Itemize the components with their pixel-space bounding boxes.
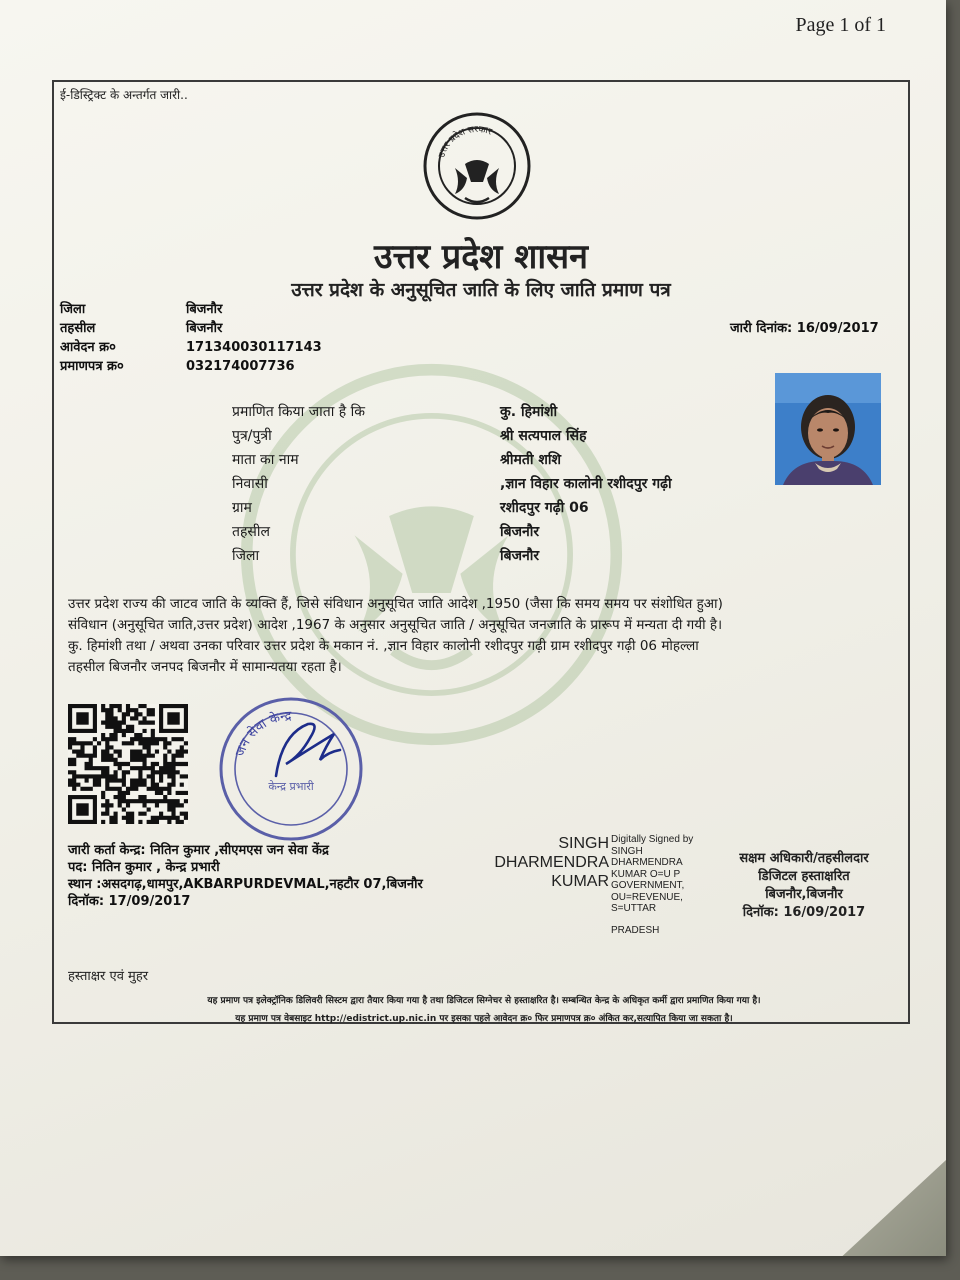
signer-name-line: SINGH <box>558 835 609 852</box>
meta-value: 171340030117143 <box>186 340 322 355</box>
officer-line: सक्षम अधिकारी/तहसीलदार <box>739 851 869 866</box>
meta-label: आवेदन क्र० <box>60 340 116 355</box>
holder-details <box>232 400 752 568</box>
meta-label: जिला <box>60 302 86 317</box>
detail-label: प्रमाणित किया जाता है कि <box>232 404 366 420</box>
detail-row-parent <box>232 424 752 448</box>
signature-detail-line: GOVERNMENT, <box>611 880 685 891</box>
footer-line: यह प्रमाण पत्र वेबसाइट http://edistrict.up.nic.in पर इसका पहले आवेदन क्र० फिर प्रमाणपत्र क्र० अंकित कर,सत्यापित किया जा सकता है। <box>235 1014 733 1024</box>
meta-value: 032174007736 <box>186 359 295 374</box>
detail-row-name <box>232 400 752 424</box>
issue-date-value: 16/09/2017 <box>796 321 879 336</box>
meta-value: बिजनौर <box>186 302 223 317</box>
svg-text:जन सेवा केन्द्र <box>233 709 293 759</box>
applicant-photo <box>775 373 881 485</box>
detail-label: पुत्र/पुत्री <box>232 428 272 444</box>
detail-value: कु. हिमांशी <box>500 404 558 420</box>
detail-row-village <box>232 496 752 520</box>
meta-row-tehsil <box>60 319 322 338</box>
qr-code-icon <box>68 704 188 824</box>
signature-detail-line: DHARMENDRA <box>611 857 683 868</box>
issuing-center-info <box>68 842 423 910</box>
meta-row-certificate-no <box>60 357 322 376</box>
detail-value: रशीदपुर गढ़ी 06 <box>500 500 589 516</box>
meta-row-application-no <box>60 338 322 357</box>
signature-detail-line: PRADESH <box>611 924 660 936</box>
certificate-subtitle: उत्तर प्रदेश के अनुसूचित जाति के लिए जाति प्रमाण पत्र <box>291 279 671 301</box>
footer-note <box>64 992 904 1028</box>
statement-line: तहसील बिजनौर जनपद बिजनौर में सामान्यतया रहता है। <box>68 659 342 675</box>
officer-line: दिनॉक: 16/09/2017 <box>742 905 866 920</box>
signature-detail-line: OU=REVENUE, <box>611 891 683 903</box>
detail-value: ,ज्ञान विहार कालोनी रशीदपुर गढ़ी <box>500 476 672 492</box>
svg-text:उत्तर प्रदेश सरकार <box>437 125 493 159</box>
signature-detail-line: S=UTTAR <box>611 903 657 914</box>
detail-label: तहसील <box>232 524 270 540</box>
meta-value: बिजनौर <box>186 321 223 336</box>
detail-row-district <box>232 544 752 568</box>
person-photo-icon <box>775 373 881 485</box>
detail-row-resident <box>232 472 752 496</box>
issue-date-label: जारी दिनांक: <box>730 321 793 336</box>
signature-detail-line: Digitally Signed by <box>611 834 694 845</box>
issue-date <box>730 318 879 336</box>
certificate-statement <box>68 594 900 678</box>
issue-note: ई-डिस्ट्रिक्ट के अन्तर्गत जारी.. <box>60 88 188 102</box>
application-meta <box>60 300 322 376</box>
signer-name-line: KUMAR <box>551 873 609 890</box>
detail-value: श्री सत्यपाल सिंह <box>500 428 587 444</box>
detail-value: श्रीमती शशि <box>500 452 562 468</box>
issuing-center-line: स्थान :असदगढ़,धामपुर,AKBARPURDEVMAL,नहटौर 07,बिजनौर <box>68 877 423 892</box>
officer-line: बिजनौर,बिजनौर <box>765 887 843 902</box>
statement-line: संविधान (अनुसूचित जाति,उत्तर प्रदेश) आदेश ,1967 के अनुसार अनुसूचित जाति / अनुसूचित जनजाति के प्रारूप में मन्यता दी गयी है। <box>68 617 723 633</box>
detail-row-tehsil <box>232 520 752 544</box>
meta-row-district <box>60 300 322 319</box>
detail-label: माता का नाम <box>232 452 299 468</box>
competent-officer <box>704 850 904 922</box>
officer-line: डिजिटल हस्ताक्षरित <box>758 869 850 884</box>
footer-line: यह प्रमाण पत्र इलेक्ट्रॉनिक डिलिवरी सिस्टम द्वारा तैयार किया गया है तथा डिजिटल सिग्नेचर से हस्ताक्षरित है। सम्बन्धित केन्द्र के अधिकृत कर्मी द्वारा प्रमाणित किया गया है। <box>207 996 761 1006</box>
seal-middle-text: केन्द्र प्रभारी <box>268 780 314 793</box>
detail-value: बिजनौर <box>500 548 540 564</box>
signer-name-line: DHARMENDRA <box>494 854 609 871</box>
detail-row-mother <box>232 448 752 472</box>
certificate-title: उत्तर प्रदेश शासन <box>373 237 588 277</box>
meta-label: तहसील <box>60 321 96 336</box>
issuing-center-line: जारी कर्ता केन्द्र: नितिन कुमार ,सीएमएस जन सेवा केंद्र <box>68 843 329 858</box>
detail-label: जिला <box>232 548 260 564</box>
certificate-frame <box>52 80 910 1024</box>
seal-top-text: जन सेवा केन्द्र <box>232 708 292 759</box>
meta-label: प्रमाणपत्र क्र० <box>60 359 124 374</box>
issuing-center-line: पद: नितिन कुमार , केन्द्र प्रभारी <box>68 860 220 875</box>
page-number: Page 1 of 1 <box>795 14 886 36</box>
statement-line: उत्तर प्रदेश राज्य की जाटव जाति के व्यक्ति हैं, जिसे संविधान अनुसूचित जाति आदेश ,1950 (जैसा कि समय समय पर संशोधित हुआ) <box>68 596 723 612</box>
issuing-center-line: दिनॉक: 17/09/2017 <box>68 894 191 909</box>
signature-detail-line: SINGH <box>611 845 643 857</box>
up-emblem-icon <box>421 110 533 222</box>
emblem-text: उत्तर प्रदेश सरकार <box>437 124 494 159</box>
detail-label: निवासी <box>232 476 268 492</box>
detail-label: ग्राम <box>232 500 252 516</box>
statement-line: कु. हिमांशी तथा / अथवा उनका परिवार उत्तर प्रदेश के मकान नं. ,ज्ञान विहार कालोनी रशीदपुर गढ़ी ग्राम रशीदपुर गढ़ी 06 मोहल्ला <box>68 638 699 654</box>
center-seal-stamp <box>216 694 366 844</box>
detail-value: बिजनौर <box>500 524 540 540</box>
signature-seal-label: हस्ताक्षर एवं मुहर <box>68 969 149 984</box>
page-curl <box>716 1136 946 1256</box>
digital-signer-name <box>479 834 609 891</box>
signature-detail-line: KUMAR O=U P <box>611 868 681 880</box>
